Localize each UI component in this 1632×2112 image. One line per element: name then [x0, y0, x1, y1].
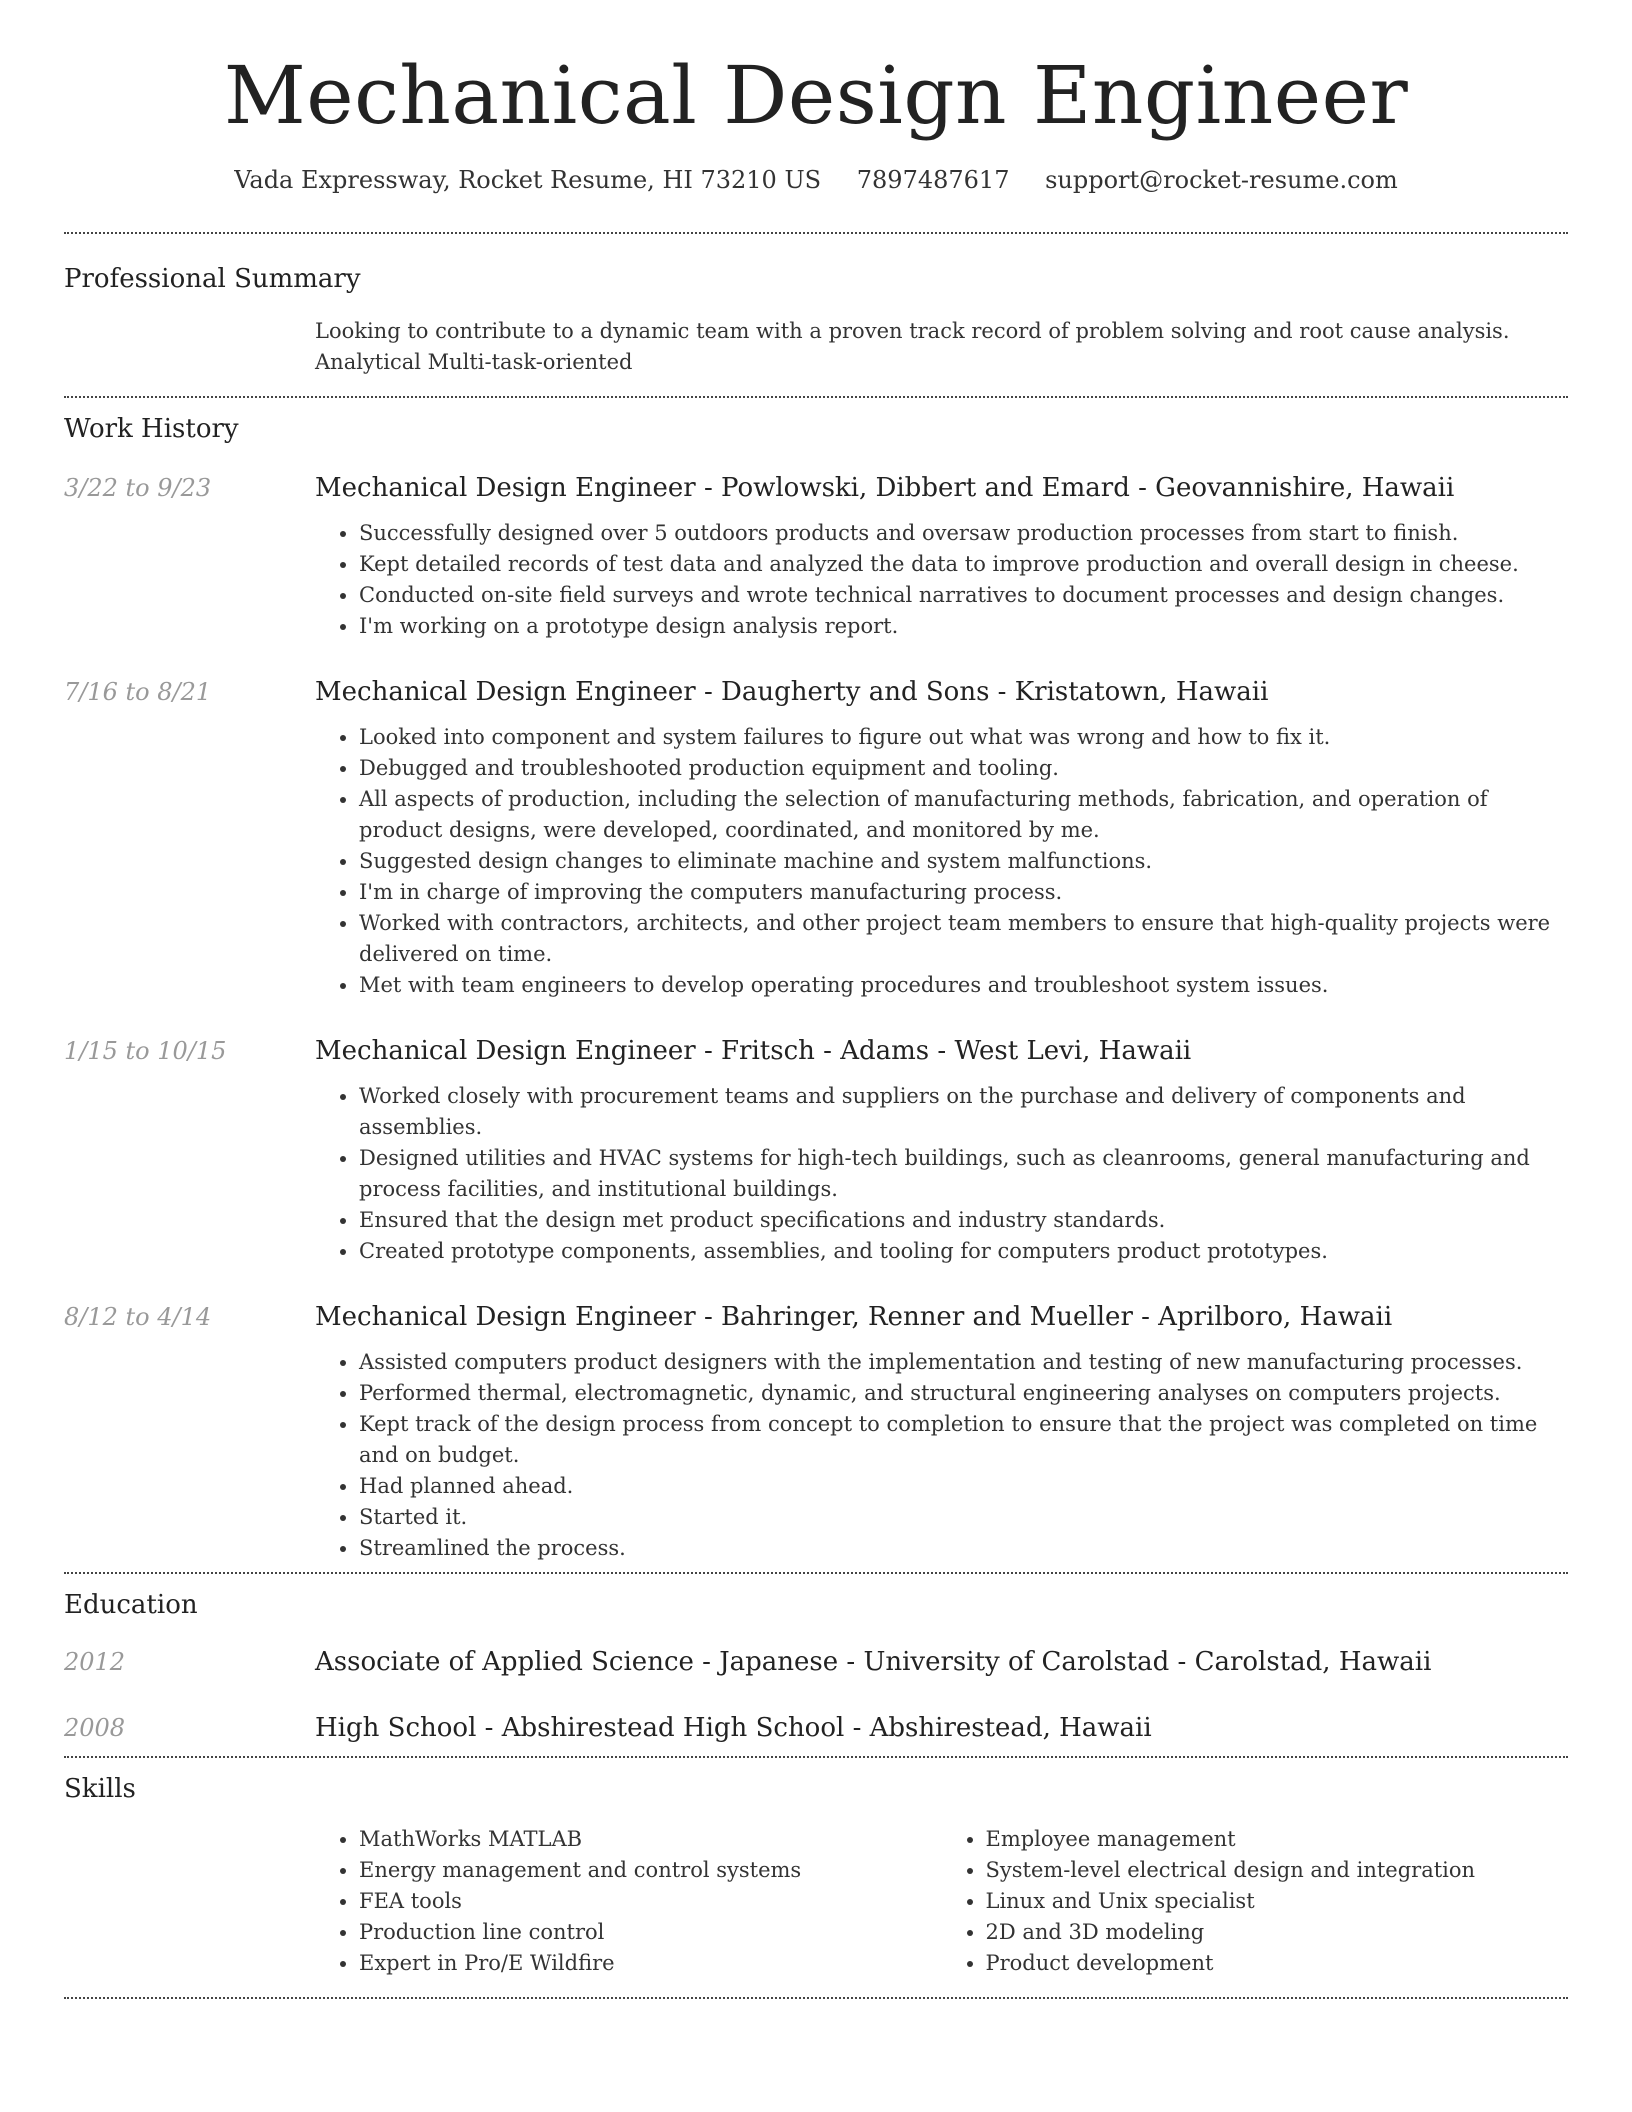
job-bullet: • Kept track of the design process from concept to completion to ensure that the project was completed on time and on budget.: [359, 1409, 1568, 1471]
contact-phone: 7897487617: [856, 166, 1010, 194]
education-year: 2008: [64, 1714, 126, 1742]
work-history-heading: Work History: [64, 414, 239, 444]
job-entry: [64, 1267, 1568, 1564]
skills-column-left: [315, 1824, 942, 1979]
summary-spacer: [64, 294, 315, 396]
education-entry: [64, 1620, 1568, 1690]
job-bullet: • Looked into component and system failures to figure out what was wrong and how to fix it.: [359, 722, 1568, 753]
summary-heading: Professional Summary: [64, 264, 361, 294]
contact-line: [64, 166, 1568, 194]
job-title: Mechanical Design Engineer - Daugherty and Sons - Kristatown, Hawaii: [315, 677, 1269, 707]
section-divider: [64, 1997, 1568, 1999]
education-title: High School - Abshirestead High School - Abshirestead, Hawaii: [315, 1713, 1152, 1743]
job-bullet: • Kept detailed records of test data and analyzed the data to improve production and overall design in cheese.: [359, 549, 1568, 580]
resume-header: [64, 0, 1568, 194]
education-heading: Education: [64, 1590, 198, 1620]
education-title: Associate of Applied Science - Japanese - University of Carolstad - Carolstad, Hawaii: [315, 1647, 1432, 1677]
job-dates: 8/12 to 4/14: [64, 1303, 212, 1331]
job-bullet: • Suggested design changes to eliminate machine and system malfunctions.: [359, 846, 1568, 877]
job-bullet: • Performed thermal, electromagnetic, dynamic, and structural engineering analyses on computers projects.: [359, 1378, 1568, 1409]
job-dates: 3/22 to 9/23: [64, 474, 212, 502]
job-bullets: [315, 1081, 1568, 1267]
job-bullet: • Created prototype components, assemblies, and tooling for computers product prototypes.: [359, 1236, 1568, 1267]
job-bullet: • Conducted on-site field surveys and wrote technical narratives to document processes and design changes.: [359, 580, 1568, 611]
skills-heading: Skills: [64, 1774, 136, 1804]
job-title: Mechanical Design Engineer - Bahringer, Renner and Mueller - Aprilboro, Hawaii: [315, 1302, 1393, 1332]
skill-item: • System-level electrical design and integration: [986, 1855, 1569, 1886]
work-history-section: [64, 398, 1568, 1572]
job-bullets: [315, 1347, 1568, 1564]
skills-column-right: [942, 1824, 1569, 1979]
job-bullet: • Ensured that the design met product specifications and industry standards.: [359, 1205, 1568, 1236]
education-entry: [64, 1690, 1568, 1756]
job-bullet: • I'm working on a prototype design analysis report.: [359, 611, 1568, 642]
job-entry: [64, 1001, 1568, 1267]
job-bullet: • Successfully designed over 5 outdoors products and oversaw production processes from start to finish.: [359, 518, 1568, 549]
skill-item: • Employee management: [986, 1824, 1569, 1855]
skill-item: • Product development: [986, 1948, 1569, 1979]
job-bullet: • I'm in charge of improving the computers manufacturing process.: [359, 877, 1568, 908]
skill-item: • Linux and Unix specialist: [986, 1886, 1569, 1917]
skill-item: • Expert in Pro/E Wildfire: [359, 1948, 942, 1979]
summary-text: Looking to contribute to a dynamic team with a proven track record of problem solving and root cause analysis. Analytical Multi-task-oriented: [315, 319, 1510, 374]
job-bullets: [315, 518, 1568, 642]
job-bullet: • Streamlined the process.: [359, 1533, 1568, 1564]
job-bullet: • Assisted computers product designers with the implementation and testing of new manufacturing processes.: [359, 1347, 1568, 1378]
education-section: [64, 1574, 1568, 1756]
contact-email: support@rocket-resume.com: [1045, 166, 1398, 194]
skills-section: [64, 1758, 1568, 1997]
candidate-name: Mechanical Design Engineer: [223, 49, 1409, 142]
skills-spacer: [64, 1804, 315, 1997]
skill-item: • FEA tools: [359, 1886, 942, 1917]
job-bullet: • Debugged and troubleshooted production equipment and tooling.: [359, 753, 1568, 784]
job-bullet: • Had planned ahead.: [359, 1471, 1568, 1502]
skill-item: • Production line control: [359, 1917, 942, 1948]
job-entry: [64, 444, 1568, 642]
job-dates: 7/16 to 8/21: [64, 678, 212, 706]
skill-item: • MathWorks MATLAB: [359, 1824, 942, 1855]
job-bullets: [315, 722, 1568, 1001]
job-bullet: • Started it.: [359, 1502, 1568, 1533]
skill-item: • 2D and 3D modeling: [986, 1917, 1569, 1948]
summary-section: [64, 234, 1568, 396]
skill-item: • Energy management and control systems: [359, 1855, 942, 1886]
job-entry: [64, 642, 1568, 1001]
job-title: Mechanical Design Engineer - Powlowski, Dibbert and Emard - Geovannishire, Hawaii: [315, 473, 1455, 503]
job-bullet: • Designed utilities and HVAC systems for high-tech buildings, such as cleanrooms, general manufacturing and process facilities, and institutional buildings.: [359, 1143, 1568, 1205]
job-title: Mechanical Design Engineer - Fritsch - Adams - West Levi, Hawaii: [315, 1036, 1192, 1066]
job-bullet: • Worked closely with procurement teams and suppliers on the purchase and delivery of components and assemblies.: [359, 1081, 1568, 1143]
job-bullet: • Worked with contractors, architects, and other project team members to ensure that high-quality projects were delivered on time.: [359, 908, 1568, 970]
contact-address: Vada Expressway, Rocket Resume, HI 73210 US: [234, 166, 822, 194]
education-year: 2012: [64, 1648, 126, 1676]
job-bullet: • All aspects of production, including the selection of manufacturing methods, fabrication, and operation of product designs, were developed, coordinated, and monitored by me.: [359, 784, 1568, 846]
job-dates: 1/15 to 10/15: [64, 1037, 227, 1065]
job-bullet: • Met with team engineers to develop operating procedures and troubleshoot system issues.: [359, 970, 1568, 1001]
